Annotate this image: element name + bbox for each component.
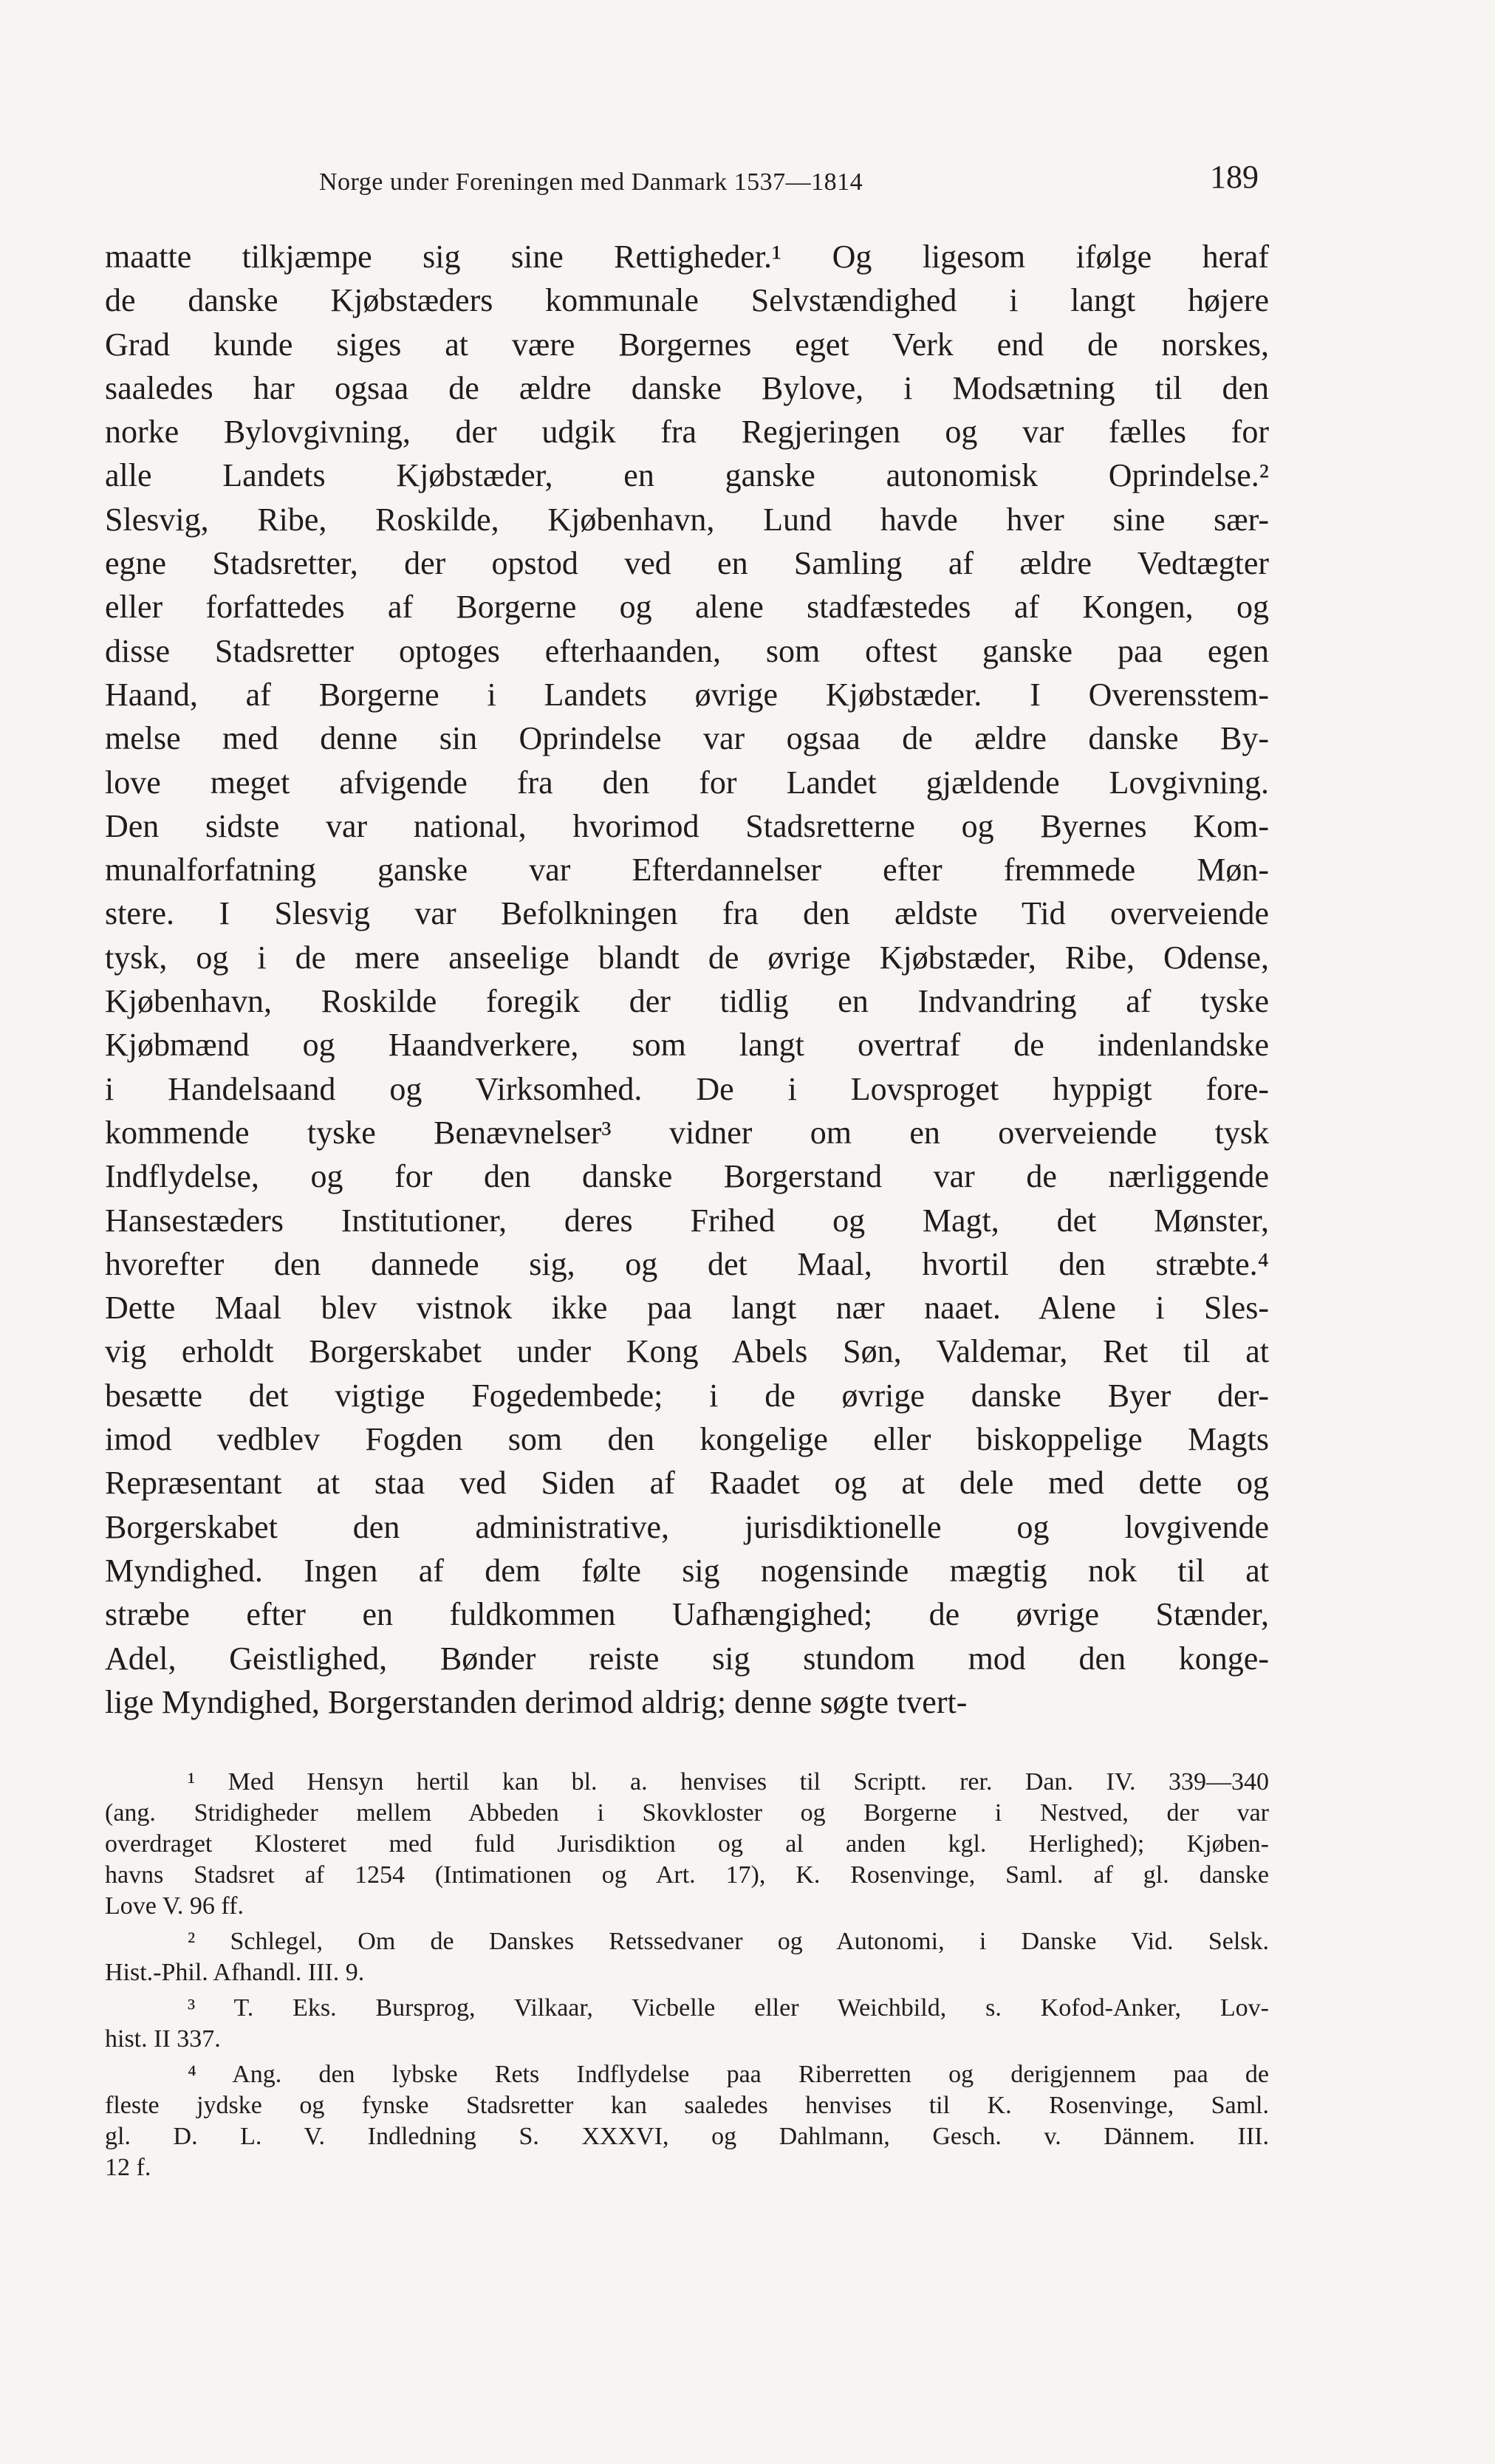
- footnote-line: ¹ Med Hensyn hertil kan bl. a. henvises til Scriptt. rer. Dan. IV. 339—340: [188, 1768, 1269, 1796]
- footnote-line: Hist.-Phil. Afhandl. III. 9.: [105, 1959, 365, 1986]
- footnote-line: hist. II 337.: [105, 2025, 221, 2053]
- text-line: Adel, Geistlighed, Bønder reiste sig stundom mod den konge-: [105, 1640, 1269, 1677]
- footnote-line: havns Stadsret af 1254 (Intimationen og Art. 17), K. Rosenvinge, Saml. af gl. danske: [105, 1861, 1269, 1889]
- text-line: Den sidste var national, hvorimod Stadsretterne og Byernes Kom-: [105, 807, 1269, 844]
- page-number: 189: [1210, 159, 1259, 195]
- text-line: tysk, og i de mere anseelige blandt de øvrige Kjøbstæder, Ribe, Odense,: [105, 939, 1269, 976]
- text-line: Kjøbmænd og Haandverkere, som langt overtraf de indenlandske: [105, 1027, 1269, 1064]
- footnote-line: Love V. 96 ff.: [105, 1892, 244, 1920]
- text-line: imod vedblev Fogden som den kongelige eller biskoppelige Magts: [105, 1421, 1269, 1458]
- text-line: munalforfatning ganske var Efterdannelser efter fremmede Møn-: [105, 852, 1269, 889]
- text-line: Slesvig, Ribe, Roskilde, Kjøbenhavn, Lund havde hver sine sær-: [105, 501, 1269, 538]
- footnote-3: [105, 1993, 1269, 2055]
- footnote-1: [105, 1767, 1269, 1922]
- text-line: stræbe efter en fuldkommen Uafhængighed; de øvrige Stænder,: [105, 1596, 1269, 1633]
- text-line: melse med denne sin Oprindelse var ogsaa de ældre danske By-: [105, 720, 1269, 757]
- running-title: Norge under Foreningen med Danmark 1537—1814: [319, 168, 863, 196]
- footnote-line: fleste jydske og fynske Stadsretter kan saaledes henvises til K. Rosenvinge, Saml.: [105, 2092, 1269, 2119]
- footnote-line: 12 f.: [105, 2154, 151, 2181]
- footnote-line: (ang. Stridigheder mellem Abbeden i Skovkloster og Borgerne i Nestved, der var: [105, 1799, 1269, 1827]
- footnote-line: gl. D. L. V. Indledning S. XXXVI, og Dahlmann, Gesch. v. Dännem. III.: [105, 2123, 1269, 2150]
- text-line: Haand, af Borgerne i Landets øvrige Kjøbstæder. I Overensstem-: [105, 676, 1269, 713]
- text-line: Myndighed. Ingen af dem følte sig nogensinde mægtig nok til at: [105, 1552, 1269, 1589]
- text-line: lige Myndighed, Borgerstanden derimod aldrig; denne søgte tvert-: [105, 1683, 968, 1720]
- body-text: [105, 235, 1269, 1724]
- text-line: Kjøbenhavn, Roskilde foregik der tidlig en Indvandring af tyske: [105, 983, 1269, 1020]
- text-line: Repræsentant at staa ved Siden af Raadet og at dele med dette og: [105, 1465, 1269, 1502]
- text-line: alle Landets Kjøbstæder, en ganske autonomisk Oprindelse.²: [105, 457, 1269, 494]
- text-line: love meget afvigende fra den for Landet gjældende Lovgivning.: [105, 764, 1269, 801]
- text-line: de danske Kjøbstæders kommunale Selvstændighed i langt højere: [105, 282, 1269, 319]
- text-line: Hansestæders Institutioner, deres Frihed og Magt, det Mønster,: [105, 1202, 1269, 1239]
- text-line: norke Bylovgivning, der udgik fra Regjeringen og var fælles for: [105, 414, 1269, 451]
- text-line: stere. I Slesvig var Befolkningen fra den ældste Tid overveiende: [105, 895, 1269, 932]
- text-line: i Handelsaand og Virksomhed. De i Lovsproget hyppigt fore-: [105, 1070, 1269, 1107]
- text-line: Grad kunde siges at være Borgernes eget Verk end de norskes,: [105, 326, 1269, 363]
- text-line: Borgerskabet den administrative, jurisdiktionelle og lovgivende: [105, 1508, 1269, 1545]
- text-line: eller forfattedes af Borgerne og alene stadfæstedes af Kongen, og: [105, 589, 1269, 626]
- footnote-line: ² Schlegel, Om de Danskes Retssedvaner og Autonomi, i Danske Vid. Selsk.: [188, 1928, 1269, 1955]
- text-line: vig erholdt Borgerskabet under Kong Abels Søn, Valdemar, Ret til at: [105, 1333, 1269, 1370]
- text-line: Indflydelse, og for den danske Borgerstand var de nærliggende: [105, 1158, 1269, 1195]
- footnote-2: [105, 1926, 1269, 1988]
- footnote-line: ⁴ Ang. den lybske Rets Indflydelse paa Riberretten og derigjennem paa de: [188, 2061, 1269, 2088]
- text-line: maatte tilkjæmpe sig sine Rettigheder.¹ Og ligesom ifølge heraf: [105, 239, 1269, 275]
- text-line: besætte det vigtige Fogedembede; i de øvrige danske Byer der-: [105, 1377, 1269, 1414]
- text-line: kommende tyske Benævnelser³ vidner om en overveiende tysk: [105, 1114, 1269, 1151]
- text-line: disse Stadsretter optoges efterhaanden, som oftest ganske paa egen: [105, 632, 1269, 669]
- footnote-line: overdraget Klosteret med fuld Jurisdiktion og al anden kgl. Herlighed); Kjøben-: [105, 1830, 1269, 1858]
- footnote-4: [105, 2059, 1269, 2183]
- text-line: Dette Maal blev vistnok ikke paa langt nær naaet. Alene i Sles-: [105, 1290, 1269, 1327]
- footnote-line: ³ T. Eks. Bursprog, Vilkaar, Vicbelle eller Weichbild, s. Kofod-Anker, Lov-: [188, 1994, 1269, 2022]
- text-line: egne Stadsretter, der opstod ved en Samling af ældre Vedtægter: [105, 545, 1269, 582]
- text-line: hvorefter den dannede sig, og det Maal, hvortil den stræbte.⁴: [105, 1245, 1269, 1282]
- footnotes: [105, 1767, 1269, 2183]
- text-line: saaledes har ogsaa de ældre danske Bylove, i Modsætning til den: [105, 369, 1269, 406]
